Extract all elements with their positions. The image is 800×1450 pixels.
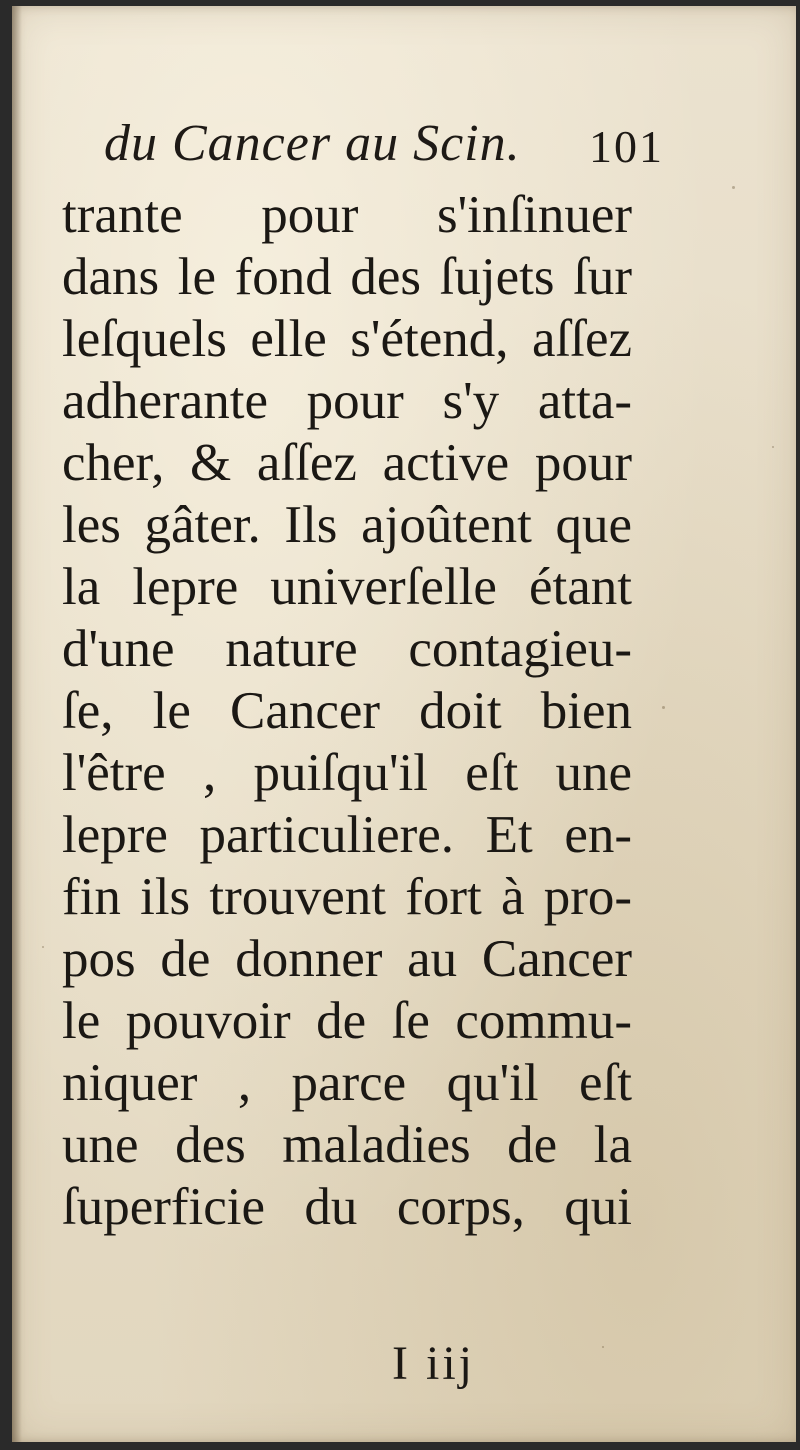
- running-title: du Cancer au Scin.: [104, 115, 521, 172]
- text-line: niquer , parce qu'il eſt: [62, 1054, 632, 1112]
- text-line: dans le fond des ſujets ſur: [62, 248, 632, 306]
- paper-speck: [732, 186, 735, 189]
- text-line: leſquels elle s'étend, aſſez: [62, 310, 632, 368]
- gutter-shadow: [12, 6, 22, 1442]
- text-line: ſe, le Cancer doit bien: [62, 682, 632, 740]
- text-line: pos de donner au Cancer: [62, 930, 632, 988]
- body-text: [62, 184, 632, 1238]
- text-line: la lepre univerſelle étant: [62, 558, 632, 616]
- book-page: [12, 6, 796, 1442]
- text-line: les gâter. Ils ajoûtent que: [62, 496, 632, 554]
- text-line: une des maladies de la: [62, 1116, 632, 1174]
- paper-speck: [42, 946, 44, 948]
- paper-speck: [602, 1346, 604, 1348]
- text-line: ſuperficie du corps, qui: [62, 1178, 632, 1236]
- text-line: le pouvoir de ſe commu-: [62, 992, 632, 1050]
- text-line: cher, & aſſez active pour: [62, 434, 632, 492]
- page-header: [104, 114, 664, 184]
- text-line: lepre particuliere. Et en-: [62, 806, 632, 864]
- text-line: d'une nature contagieu-: [62, 620, 632, 678]
- text-line: l'être , puiſqu'il eſt une: [62, 744, 632, 802]
- paper-speck: [662, 706, 665, 709]
- text-line: fin ils trouvent fort à pro-: [62, 868, 632, 926]
- paper-speck: [772, 446, 774, 448]
- text-line: trante pour s'inſinuer: [62, 186, 632, 244]
- signature-mark: I iij: [392, 1337, 475, 1390]
- text-line: adherante pour s'y atta-: [62, 372, 632, 430]
- page-number: 101: [589, 121, 664, 172]
